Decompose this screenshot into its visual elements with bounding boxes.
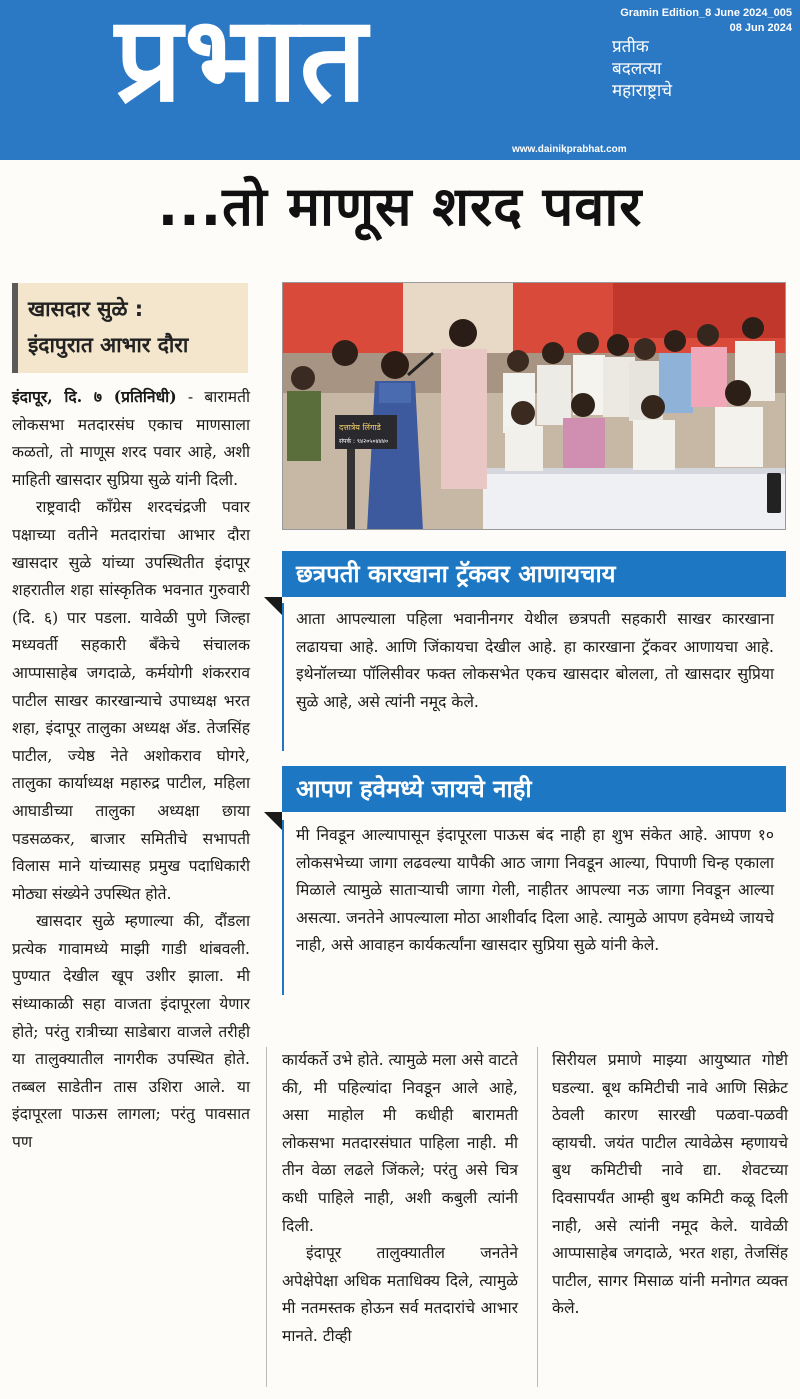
podium-contact-text: संपर्क : ९४२०५०४४४० (339, 438, 389, 445)
edition-date: 08 Jun 2024 (729, 22, 792, 34)
kicker-line-2: इंदापुरात आभार दौरा (28, 333, 189, 357)
dateline: इंदापूर, दि. ७ (प्रतिनिधी) (12, 387, 177, 406)
right-column-text (552, 1047, 788, 1323)
section-text-air: मी निवडून आल्यापासून इंदापूरला पाऊस बंद नाही हा शुभ संकेत आहे. आपण १० लोकसभेच्या जागा लढवल्या यापैकी आठ जागा निवडून आल्या, पिपाणी चिन्ह एकाला मिळाले त्यामुळे साताऱ्याची जागा गेली, नाहीतर आपल्या नऊ जागा निवडून आल्या असत्या. जनतेने आपल्याला मोठा आशीर्वाद दिला आहे. त्यामुळे आपण हवेमध्ये जायचे नाही, असे आवाहन कार्यकर्त्यांना खासदार सुप्रिया सुळे यांनी केले. (282, 820, 786, 995)
website-url: www.dainikprabhat.com (512, 144, 627, 155)
section-heading-air: आपण हवेमध्ये जायचे नाही (282, 766, 786, 812)
tagline-line-2: बदलत्या (612, 59, 662, 79)
heading-corner-decoration (264, 597, 282, 615)
event-photo-illustration (283, 283, 786, 530)
lead-paragraph (12, 383, 250, 494)
body-paragraph: राष्ट्रवादी काँग्रेस शरदचंद्रजी पवार पक्षाच्या वतीने मतदारांचा आभार दौरा खासदार सुळे यांच्या उपस्थितीत इंदापूर शहरातील शहा सांस्कृतिक भवनात गुरुवारी (दि. ६) पार पडला. यावेळी पुणे जिल्हा मध्यवर्ती सहकारी बँकेचे संचालक आप्पासाहेब जगदाळे, कर्मयोगी शंकरराव पाटील साखर कारखान्याचे उपाध्यक्ष भरत शहा, इंदापूर तालुका अध्यक्ष ॲड. तेजसिंह पाटील, ज्येष्ठ नेते अशोकराव घोगरे, तालुका कार्याध्यक्ष महारुद्र पाटील, महिला आघाडीच्या तालुका अध्यक्षा छाया पडसळकर, बाजार समितीचे सभापती विलास माने यांच्यासह प्रमुख पदाधिकारी मोठ्या संख्येने उपस्थित होते. (12, 498, 250, 903)
newspaper-tagline (612, 36, 672, 102)
podium-name-text: दत्तात्रेय लिंगाडे (339, 423, 381, 432)
body-paragraph: सिरीयल प्रमाणे माझ्या आयुष्यात गोष्टी घडल्या. बूथ कमिटीची नावे आणि सिक्रेट ठेवली कारण सारखी पळवा-पळवी व्हायची. जयंत पाटील त्यावेळेस म्हणायचे बुथ कमिटीची नावे द्या. शेवटच्या दिवसापर्यंत आम्ही बुथ कमिटी कळू दिली नाही, असे त्यांनी नमूद केले. यावेळी आप्पासाहेब जगदाळे, भरत शहा, तेजसिंह पाटील, सागर मिसाळ यांनी मनोगत व्यक्त केले. (552, 1051, 788, 1318)
masthead (0, 0, 800, 160)
lead-text: - बारामती लोकसभा मतदारसंघ एकाच माणसाला कळतो, तो माणूस शरद पवार आहे, अशी माहिती खासदार सुप्रिया सुळे यांनी दिली. (12, 388, 251, 489)
middle-column-text (282, 1047, 518, 1351)
body-paragraph: खासदार सुळे म्हणाल्या की, दौंडला प्रत्येक गावामध्ये माझी गाडी थांबवली. पुण्यात देखील खूप उशीर झाला. मी संध्याकाळी सहा वाजता इंदापूरला येणार होते; परंतु रात्रीच्या साडेबारा वाजले तरीही या तालुक्यातील नागरीक उपस्थित होते. तब्बल साडेतीन तास उशिरा आले. या इंदापूरला पाऊस लागला; परंतु पावसात पण (12, 912, 250, 1152)
section-text-factory: आता आपल्याला पहिला भवानीनगर येथील छत्रपती सहकारी साखर कारखाना लढायचा आहे. आणि जिंकायचा देखील आहे. हा कारखाना ट्रॅकवर आणायचा आहे. इथेनॉलच्या पॉलिसीवर फक्त लोकसभेत एकच खासदार बोलला, तो खासदार सुप्रिया सुळे आहे, असे त्यांनी नमूद केले. (282, 603, 786, 751)
tagline-line-3: महाराष्ट्राचे (612, 81, 673, 101)
newspaper-logo: प्रभात (115, 0, 369, 128)
edition-label: Gramin Edition_8 June 2024_005 (620, 7, 792, 19)
article-headline: ...तो माणूस शरद पवार (157, 175, 643, 238)
article-kicker (12, 283, 248, 373)
column-divider (266, 1047, 267, 1387)
kicker-line-1: खासदार सुळे : (28, 297, 144, 321)
column-divider (537, 1047, 538, 1387)
heading-corner-decoration (264, 812, 282, 830)
left-column-text (12, 383, 250, 1157)
section-heading-factory: छत्रपती कारखाना ट्रॅकवर आणायचाय (282, 551, 786, 597)
tagline-line-1: प्रतीक (612, 37, 649, 57)
edition-info (620, 6, 792, 36)
news-photo (282, 282, 786, 530)
body-paragraph: कार्यकर्ते उभे होते. त्यामुळे मला असे वाटते की, मी पहिल्यांदा निवडून आले आहे, असा माहोल मी कधीही बारामती लोकसभा मतदारसंघात पाहिला नाही. मी तीन वेळा लढले जिंकले; परंतु असे चित्र कधी पाहिले नाही, अशी कबुली त्यांनी दिली. (282, 1051, 518, 1235)
body-paragraph: इंदापूर तालुक्यातील जनतेने अपेक्षेपेक्षा अधिक मताधिक्य दिले, त्यामुळे मी नतमस्तक होऊन सर्व मतदारांचे आभार मानते. टीव्ही (282, 1244, 518, 1345)
